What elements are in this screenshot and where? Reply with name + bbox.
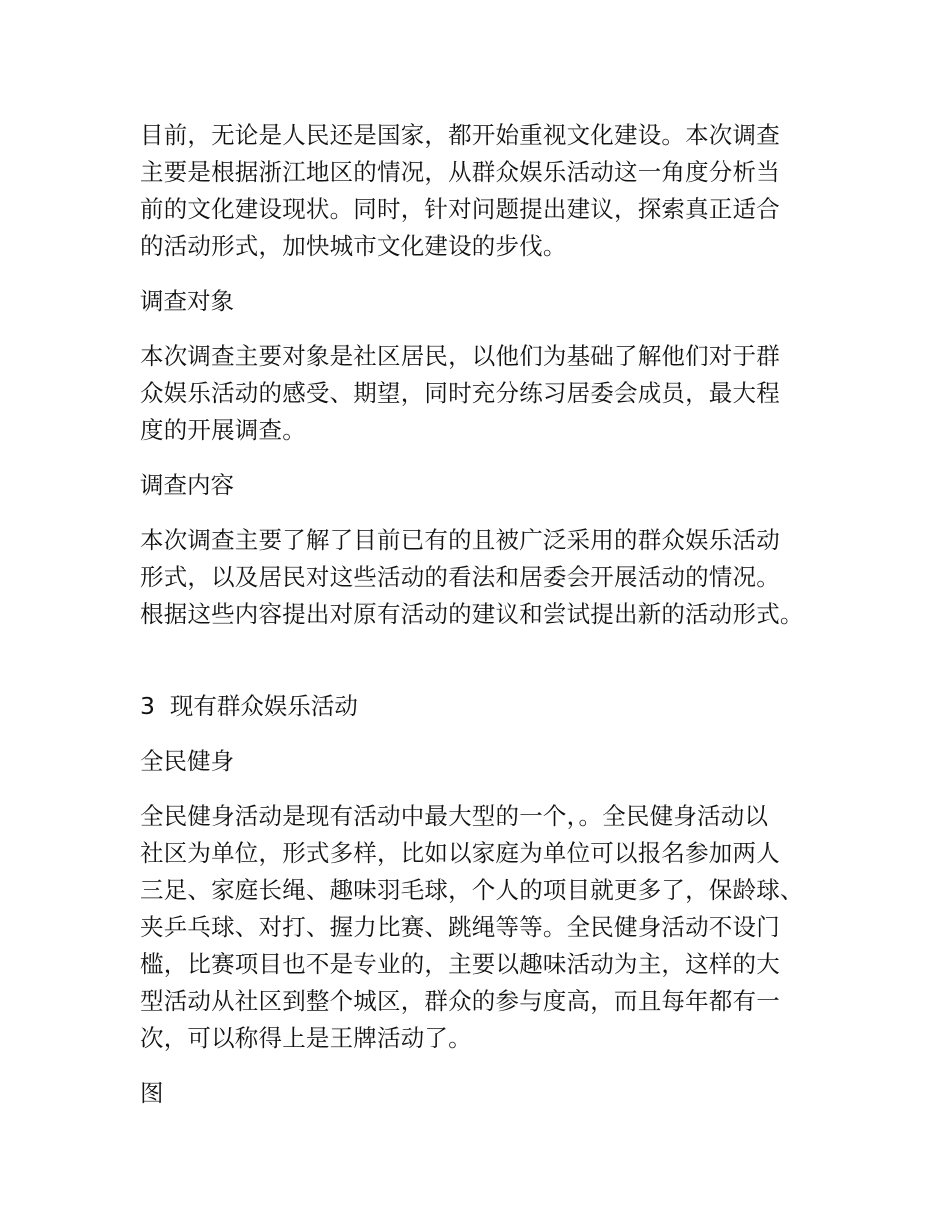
spacer (140, 265, 815, 283)
fitness-line: 型活动从社区到整个城区，群众的参与度高，而且每年都有一 (140, 987, 780, 1015)
content-line: 根据这些内容提出对原有活动的建议和尝试提出新的活动形式。 (140, 600, 804, 628)
spacer (140, 1057, 815, 1075)
fitness-paragraph (140, 798, 815, 1057)
spacer (140, 504, 815, 522)
intro-line: 前的文化建设现状。同时，针对问题提出建议，探索真正适合 (140, 195, 780, 223)
spacer (140, 449, 815, 467)
fitness-line: 槛，比赛项目也不是专业的，主要以趣味活动为主，这样的大 (140, 950, 780, 978)
spacer (140, 633, 815, 688)
intro-paragraph (140, 117, 815, 265)
fitness-line: 三足、家庭长绳、趣味羽毛球，个人的项目就更多了，保龄球、 (140, 876, 804, 904)
intro-line: 主要是根据浙江地区的情况，从群众娱乐活动这一角度分析当 (140, 158, 780, 186)
subject-line: 众娱乐活动的感受、期望，同时充分练习居委会成员，最大程 (140, 379, 780, 407)
figure-label: 图 (140, 1079, 164, 1107)
document-body (140, 117, 815, 1112)
spacer (140, 780, 815, 798)
fitness-line: 全民健身活动是现有活动中最大型的一个，。全民健身活动以 (140, 802, 769, 830)
fitness-heading: 全民健身 (140, 747, 234, 775)
subject-line: 本次调查主要对象是社区居民，以他们为基础了解他们对于群 (140, 342, 780, 370)
intro-line: 的活动形式，加快城市文化建设的步伐。 (140, 232, 567, 260)
subject-paragraph (140, 338, 815, 449)
spacer (140, 725, 815, 743)
fitness-line: 次，可以称得上是王牌活动了。 (140, 1024, 472, 1052)
intro-line: 目前，无论是人民还是国家，都开始重视文化建设。本次调查 (140, 121, 780, 149)
subject-line: 度的开展调查。 (140, 416, 306, 444)
section3-heading: 3 现有群众娱乐活动 (140, 692, 358, 720)
content-heading: 调查内容 (140, 471, 234, 499)
spacer (140, 320, 815, 338)
fitness-line: 社区为单位，形式多样，比如以家庭为单位可以报名参加两人 (140, 839, 780, 867)
fitness-line: 夹乒乓球、对打、握力比赛、跳绳等等。全民健身活动不设门 (140, 913, 780, 941)
content-line: 形式，以及居民对这些活动的看法和居委会开展活动的情况。 (140, 563, 780, 591)
subject-heading: 调查对象 (140, 287, 234, 315)
content-line: 本次调查主要了解了目前已有的且被广泛采用的群众娱乐活动 (140, 526, 780, 554)
content-paragraph (140, 522, 815, 633)
